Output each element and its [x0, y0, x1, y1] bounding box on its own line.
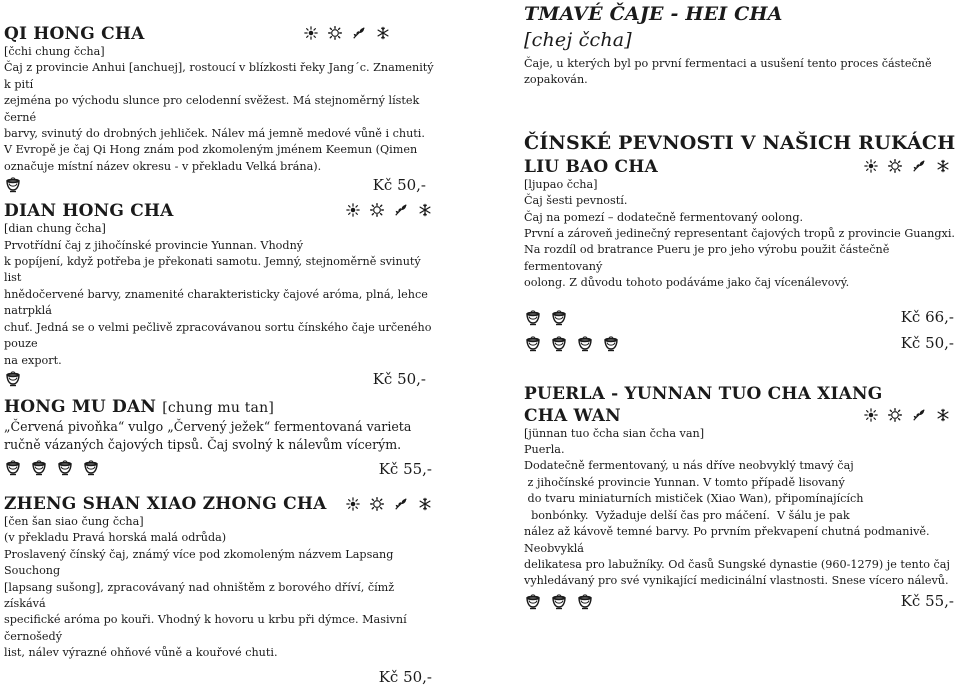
category-desc: Čaje, u kterých byl po první fermentaci a usušení tento proces částečně zopakován.: [524, 57, 932, 87]
tea-desc-line: Čaj na pomezí – dodatečně fermentovaný oolong.: [524, 210, 804, 224]
sun-icon: [304, 26, 318, 40]
weather-icons: [864, 159, 950, 173]
tea-price: Kč 50,-: [378, 667, 432, 686]
tea-desc-line: Čaj šesti pevností.: [524, 194, 628, 208]
tea-desc-line: označuje místní název okresu - v překladu Velká brána).: [4, 159, 322, 173]
tea-desc-line: na export.: [4, 353, 62, 367]
cloud-icon: [888, 408, 902, 422]
tea-title: PUERLA - YUNNAN TUO CHA XIANG: [524, 383, 883, 404]
teacup-icon: [576, 336, 594, 352]
tea-desc-line: do tvaru miniaturních mističek (Xiao Wan), připomínajících: [524, 492, 864, 506]
teacup-icon: [56, 460, 74, 476]
tea-puerla: [524, 384, 956, 612]
tea-desc-line: „Červená pivoňka“ vulgo „Červený ježek“ fermentovaná varieta: [4, 418, 412, 434]
leaf-icon: [394, 203, 408, 217]
tea-pronunciation: [ljupao čcha]: [524, 177, 598, 191]
tea-desc-line: z jihočínské provincie Yunnan. V tomto případě lisovaný: [524, 475, 845, 489]
tea-desc-line: list, nálev výrazné ohňové vůně a kouřové chuti.: [4, 646, 278, 660]
tea-desc-line: oolong. Z důvodu tohoto podáváme jako čaj vícenálevový.: [524, 276, 850, 290]
leaf-icon: [394, 497, 408, 511]
tea-desc-line: specifické aróma po kouři. Vhodný k hovoru u krbu při dýmce. Masivní černošedý: [4, 613, 407, 643]
tea-price: Kč 50,-: [900, 333, 954, 352]
tea-desc-line: Dodatečně fermentovaný, u nás dříve neobvyklý tmavý čaj: [524, 459, 854, 473]
tea-desc-line: Čaj z provincie Anhui [anchuej], rostoucí v blízkosti řeky Jang´c. Znamenitý k pití: [4, 61, 434, 91]
tea-title: DIAN HONG CHA: [4, 201, 174, 222]
tea-price: Kč 50,-: [372, 369, 426, 388]
teacup-icon: [30, 460, 48, 476]
tea-desc-line: V Evropě je čaj Qi Hong znám pod zkomoleným jménem Keemun (Qimen: [4, 143, 418, 157]
cup-rating: [4, 371, 22, 387]
teacup-icon: [550, 336, 568, 352]
tea-desc-line: bonbónky. Vyžaduje delší čas pro máčení. V šálu je pak: [524, 508, 850, 522]
left-column: [4, 0, 438, 688]
sun-icon: [346, 497, 360, 511]
price-row: [524, 306, 956, 332]
tea-title-pronunciation: [chung mu tan]: [162, 399, 274, 416]
tea-desc-line: chuť. Jedná se o velmi pečlivě zpracovávanou sortu čínského čaje určeného pouze: [4, 320, 432, 351]
tea-desc-line: delikatesa pro labužníky. Od časů Sungské dynastie (960-1279) je tento čaj: [524, 557, 950, 571]
tea-pronunciation: [dian chung čcha]: [4, 222, 106, 236]
tea-title: QI HONG CHA: [4, 24, 145, 44]
tea-desc-line: [lapsang sušong], zpracovávaný nad ohništěm z borového dříví, čímž získává: [4, 580, 395, 610]
teacup-icon: [524, 594, 542, 610]
teacup-icon: [576, 594, 594, 610]
tea-price: Kč 50,-: [372, 176, 426, 195]
category-pronunciation: [chej čcha]: [524, 29, 632, 51]
tea-title: LIU BAO CHA: [524, 156, 658, 177]
tea-desc-line: Na rozdíl od bratrance Pueru je pro jeho výrobu použit částečně fermentovaný: [524, 243, 890, 273]
tea-price: Kč 55,-: [900, 591, 954, 610]
price-row: [524, 332, 956, 358]
tea-title-line2: CHA WAN: [524, 405, 621, 426]
tea-price: Kč 66,-: [900, 307, 954, 326]
sun-icon: [864, 408, 878, 422]
tea-translation: (v překladu Pravá horská malá odrůda): [4, 531, 227, 545]
snowflake-icon: [936, 159, 950, 173]
tea-desc-line: Puerla.: [524, 443, 565, 457]
snowflake-icon: [376, 26, 390, 40]
weather-icons: [346, 203, 432, 217]
cloud-icon: [328, 26, 342, 40]
teacup-icon: [602, 336, 620, 352]
price-row: [4, 175, 438, 197]
teacup-icon: [4, 371, 22, 387]
price-row: [4, 369, 438, 391]
tea-price: Kč 55,-: [378, 459, 432, 478]
weather-icons: [304, 26, 390, 40]
tea-pronunciation: [čchi chung čcha]: [4, 45, 105, 58]
teacup-icon: [524, 336, 542, 352]
snowflake-icon: [418, 497, 432, 511]
leaf-icon: [352, 26, 366, 40]
sun-icon: [346, 203, 360, 217]
price-row: [4, 662, 438, 688]
cloud-icon: [888, 159, 902, 173]
cup-rating: [524, 310, 568, 326]
teacup-icon: [4, 177, 22, 193]
tea-desc-line: zejména po východu slunce pro celodenní svěžest. Má stejnoměrný lístek černé: [4, 94, 420, 124]
price-row: [524, 590, 956, 612]
cup-rating: [4, 177, 22, 193]
tea-desc-line: Prvotřídní čaj z jihočínské provincie Yunnan. Vhodný: [4, 238, 304, 252]
tea-desc-line: ručně vázaných čajových tipsů. Čaj svolný k nálevům vícerým.: [4, 436, 402, 452]
teacup-icon: [82, 460, 100, 476]
cup-rating: [524, 594, 594, 610]
snowflake-icon: [936, 408, 950, 422]
teacup-icon: [4, 460, 22, 476]
tea-desc-line: k popíjení, když potřeba je překonati samotu. Jemný, stejnoměrně svinutý list: [4, 255, 421, 285]
tea-desc-line: vyhledávaný pro své vynikající medicinální vlastnosti. Snese vícero nálevů.: [524, 574, 949, 588]
tea-dian-hong: [4, 201, 438, 391]
cup-rating: [524, 336, 620, 352]
tea-desc-line: barvy, svinutý do drobných jehliček. Nálev má jemně medové vůně i chuti.: [4, 127, 425, 141]
weather-icons: [346, 497, 432, 511]
sun-icon: [864, 159, 878, 173]
tea-desc-line: nález až kávově temné barvy. Po prvním překvapení chutná podmanivě. Neobvyklá: [524, 525, 930, 555]
price-row: [4, 454, 438, 484]
tea-title: [4, 397, 438, 418]
leaf-icon: [912, 159, 926, 173]
tea-desc-line: První a zároveň jedinečný representant čajových tropů z provincie Guangxi.: [524, 227, 955, 241]
tea-liu-bao: [524, 157, 956, 358]
cloud-icon: [370, 203, 384, 217]
snowflake-icon: [418, 203, 432, 217]
tea-desc-line: Proslavený čínský čaj, známý více pod zkomoleným názvem Lapsang Souchong: [4, 547, 394, 578]
weather-icons: [864, 408, 950, 422]
tea-title: ZHENG SHAN XIAO ZHONG CHA: [4, 493, 327, 514]
cup-rating: [4, 460, 100, 476]
teacup-icon: [550, 594, 568, 610]
tea-zheng-shan: [4, 494, 438, 688]
tea-title-main: HONG MU DAN: [4, 396, 157, 417]
teacup-icon: [550, 310, 568, 326]
leaf-icon: [912, 408, 926, 422]
tea-desc-line: hnědočervené barvy, znamenité charakteristicky čajové aróma, plná, lehce natrpklá: [4, 287, 428, 318]
tea-hong-mu-dan: [4, 397, 438, 484]
category-header: [524, 4, 956, 89]
tea-pronunciation: [jünnan tuo čcha sian čcha van]: [524, 426, 705, 440]
section-title: ČÍNSKÉ PEVNOSTI V NAŠICH RUKÁCH: [524, 131, 956, 154]
right-column: [524, 0, 956, 612]
tea-pronunciation: [čen šan siao čung čcha]: [4, 514, 144, 528]
category-title: TMAVÉ ČAJE - HEI CHA: [524, 3, 783, 25]
tea-qi-hong: [4, 24, 438, 197]
cloud-icon: [370, 497, 384, 511]
teacup-icon: [524, 310, 542, 326]
